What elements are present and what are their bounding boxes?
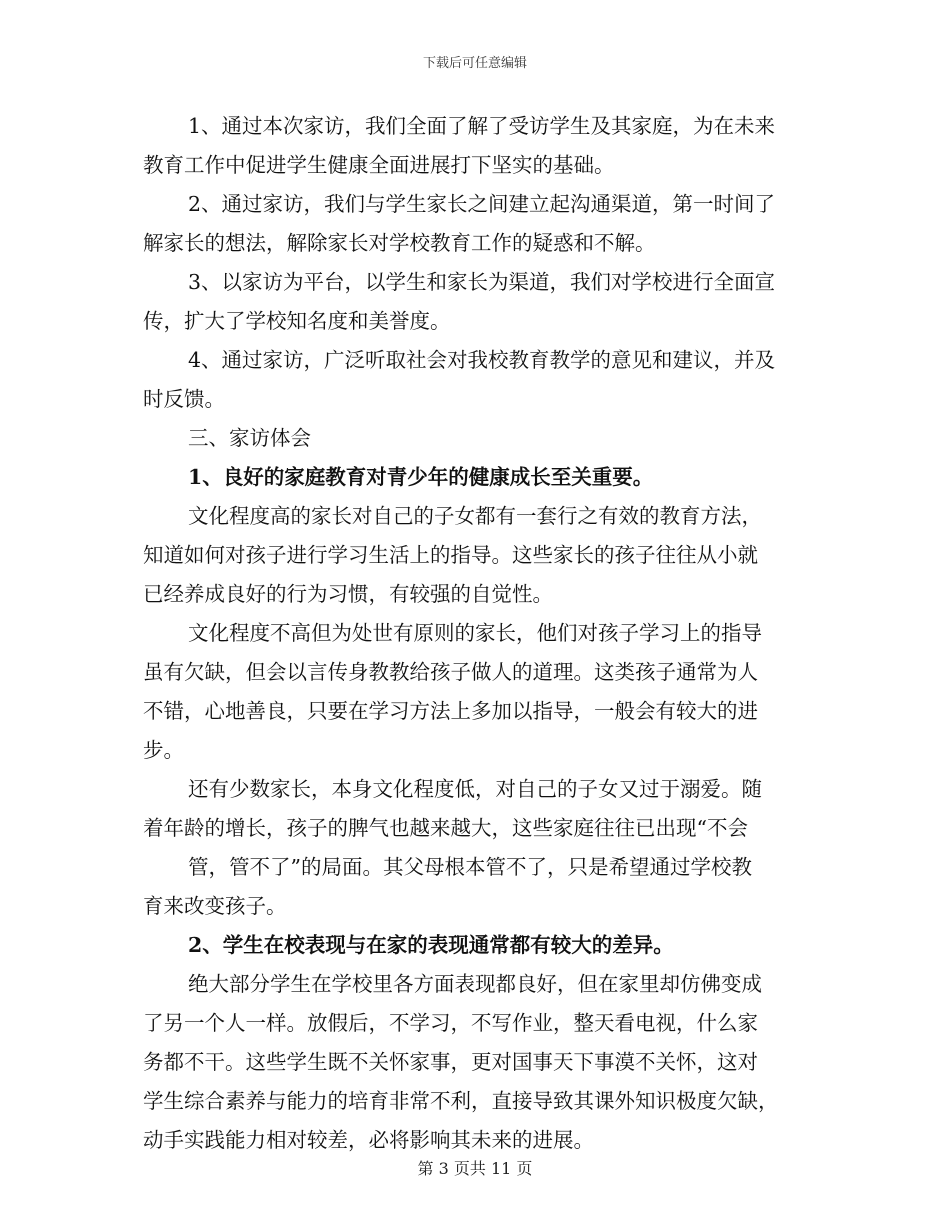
paragraph-line: 不错，心地善良，只要在学习方法上多加以指导，一般会有较大的进 xyxy=(143,699,758,723)
paragraph-line: 育来改变孩子。 xyxy=(143,894,287,918)
paragraph-line: 文化程度高的家长对自己的子女都有一套行之有效的教育方法， xyxy=(188,504,762,528)
paragraph-line: 3、以家访为平台，以学生和家长为渠道，我们对学校进行全面宣 xyxy=(188,270,776,294)
paragraph-line: 教育工作中促进学生健康全面进展打下坚实的基础。 xyxy=(143,153,615,177)
paragraph-line: 动手实践能力相对较差，必将影响其未来的进展。 xyxy=(143,1128,594,1152)
paragraph-line: 已经养成良好的行为习惯，有较强的自觉性。 xyxy=(143,582,553,606)
page-header: 下载后可任意编辑 xyxy=(422,56,527,71)
paragraph-line: 解家长的想法，解除家长对学校教育工作的疑惑和不解。 xyxy=(143,231,656,255)
paragraph-line: 传，扩大了学校知名度和美誉度。 xyxy=(143,309,451,333)
paragraph-line: 学生综合素养与能力的培育非常不利，直接导致其课外知识极度欠缺， xyxy=(143,1089,779,1113)
subsection-heading: 2、学生在校表现与在家的表现通常都有较大的差异。 xyxy=(188,933,674,957)
paragraph-line: 着年龄的增长，孩子的脾气也越来越大，这些家庭往往已出现“不会 xyxy=(143,816,748,840)
paragraph-line: 时反馈。 xyxy=(143,387,225,411)
paragraph-line: 管，管不了”的局面。其父母根本管不了，只是希望通过学校教 xyxy=(188,855,752,879)
paragraph-line: 虽有欠缺，但会以言传身教教给孩子做人的道理。这类孩子通常为人 xyxy=(143,660,758,684)
paragraph-line: 知道如何对孩子进行学习生活上的指导。这些家长的孩子往往从小就 xyxy=(143,543,758,567)
paragraph-line: 还有少数家长，本身文化程度低，对自己的子女又过于溺爱。随 xyxy=(188,777,762,801)
page-footer: 第 3 页共 11 页 xyxy=(417,1159,533,1178)
paragraph-line: 2、通过家访，我们与学生家长之间建立起沟通渠道，第一时间了 xyxy=(188,192,776,216)
paragraph-line: 了另一个人一样。放假后，不学习，不写作业，整天看电视，什么家 xyxy=(143,1011,758,1035)
paragraph-line: 1、通过本次家访，我们全面了解了受访学生及其家庭，为在未来 xyxy=(188,114,776,138)
paragraph-line: 绝大部分学生在学校里各方面表现都良好，但在家里却仿佛变成 xyxy=(188,972,762,996)
section-heading: 三、家访体会 xyxy=(188,426,311,450)
subsection-heading: 1、良好的家庭教育对青少年的健康成长至关重要。 xyxy=(188,465,654,489)
paragraph-line: 务都不干。这些学生既不关怀家事，更对国事天下事漠不关怀，这对 xyxy=(143,1050,758,1074)
paragraph-line: 步。 xyxy=(143,738,184,762)
paragraph-line: 4、通过家访，广泛听取社会对我校教育教学的意见和建议，并及 xyxy=(188,348,776,372)
document-body xyxy=(143,107,809,1160)
paragraph-line: 文化程度不高但为处世有原则的家长，他们对孩子学习上的指导 xyxy=(188,621,762,645)
